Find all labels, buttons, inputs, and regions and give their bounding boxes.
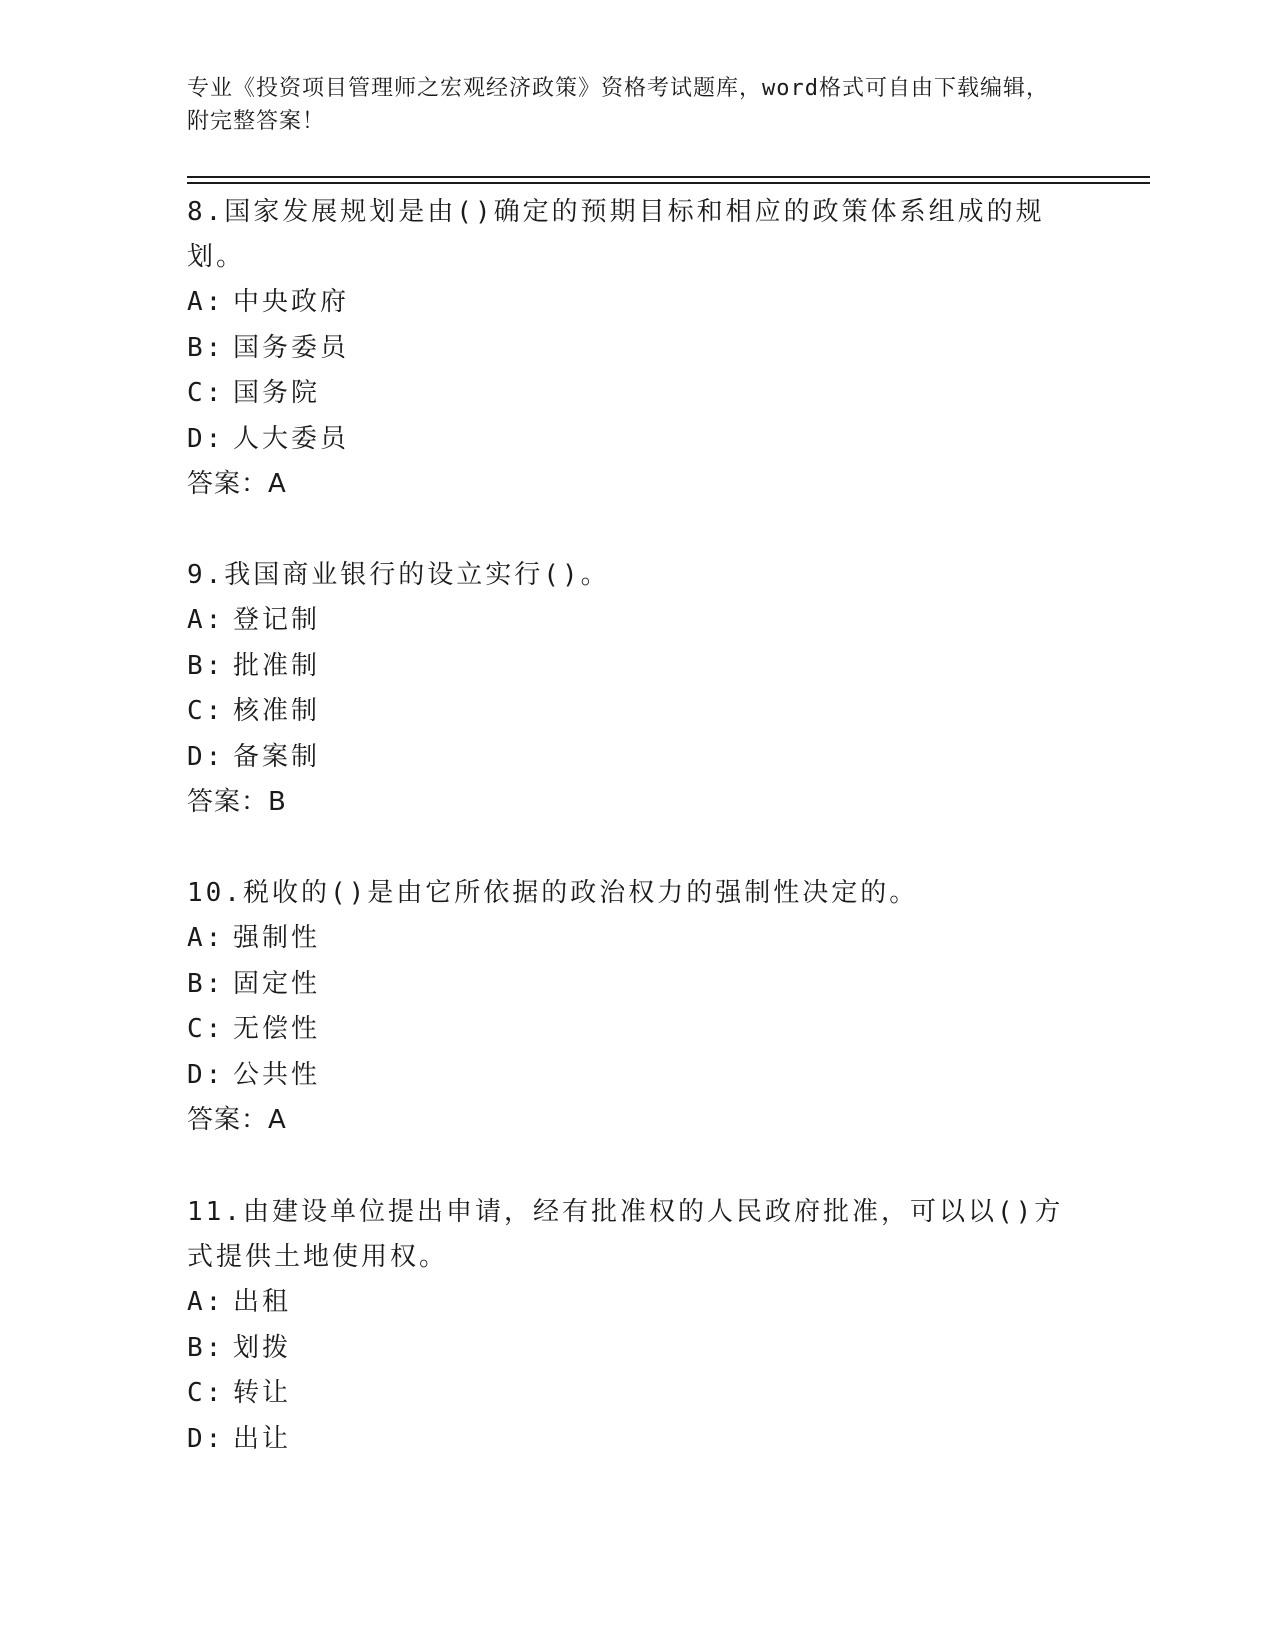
option-letter: B: [187, 332, 225, 363]
option-letter: D: [187, 423, 225, 454]
header-intro: 专业《投资项目管理师之宏观经济政策》资格考试题库，word格式可自由下载编辑，附完整答案！ [187, 76, 1049, 134]
option-text: 备案制 [233, 741, 321, 772]
option-letter: B: [187, 650, 225, 681]
option-text: 强制性 [233, 923, 321, 953]
answer-line: 答案：A [187, 1105, 287, 1135]
option-text: 核准制 [233, 696, 321, 726]
option-letter: A: [187, 287, 225, 317]
option-letter: D: [187, 741, 225, 772]
option-c [187, 371, 1087, 417]
option-letter: D: [187, 1059, 225, 1090]
option-text: 出让 [233, 1423, 292, 1454]
option-d [187, 1053, 1087, 1099]
option-text: 人大委员 [233, 423, 350, 454]
option-text: 登记制 [233, 605, 321, 635]
option-letter: C: [187, 696, 225, 726]
option-d [187, 417, 1087, 463]
option-a [187, 1280, 1087, 1326]
option-b [187, 326, 1087, 372]
question-stem: 11.由建设单位提出申请，经有批准权的人民政府批准，可以以()方式提供土地使用权。 [187, 1197, 1064, 1272]
option-d [187, 735, 1087, 781]
option-letter: A: [187, 923, 225, 953]
answer-line: 答案：A [187, 469, 287, 499]
option-b [187, 644, 1087, 690]
option-letter: B: [187, 968, 225, 999]
option-text: 固定性 [233, 968, 321, 999]
option-text: 国务委员 [233, 332, 350, 363]
question-stem: 8.国家发展规划是由()确定的预期目标和相应的政策体系组成的规划。 [187, 197, 1045, 272]
option-letter: C: [187, 378, 225, 408]
option-b [187, 962, 1087, 1008]
question-stem: 9.我国商业银行的设立实行()。 [187, 560, 610, 590]
option-a [187, 916, 1087, 962]
option-d [187, 1417, 1087, 1463]
option-text: 转让 [233, 1378, 292, 1408]
header-divider-top [187, 176, 1150, 178]
option-c [187, 1007, 1087, 1053]
header-divider-bottom [187, 182, 1150, 184]
option-text: 国务院 [233, 378, 321, 408]
option-letter: C: [187, 1014, 225, 1044]
option-a [187, 598, 1087, 644]
option-letter: B: [187, 1332, 225, 1363]
option-text: 批准制 [233, 650, 321, 681]
option-letter: C: [187, 1378, 225, 1408]
question-8 [187, 190, 1087, 507]
question-11 [187, 1190, 1087, 1462]
option-text: 中央政府 [233, 287, 350, 317]
question-10 [187, 871, 1087, 1143]
question-9 [187, 553, 1087, 825]
option-b [187, 1326, 1087, 1372]
question-stem: 10.税收的()是由它所依据的政治权力的强制性决定的。 [187, 878, 919, 908]
option-letter: A: [187, 605, 225, 635]
option-a [187, 280, 1087, 326]
option-text: 划拨 [233, 1332, 292, 1363]
option-c [187, 689, 1087, 735]
option-text: 无偿性 [233, 1014, 321, 1044]
option-letter: A: [187, 1287, 225, 1317]
option-letter: D: [187, 1423, 225, 1454]
option-c [187, 1371, 1087, 1417]
option-text: 出租 [233, 1287, 292, 1317]
answer-line: 答案：B [187, 787, 287, 817]
option-text: 公共性 [233, 1059, 321, 1090]
